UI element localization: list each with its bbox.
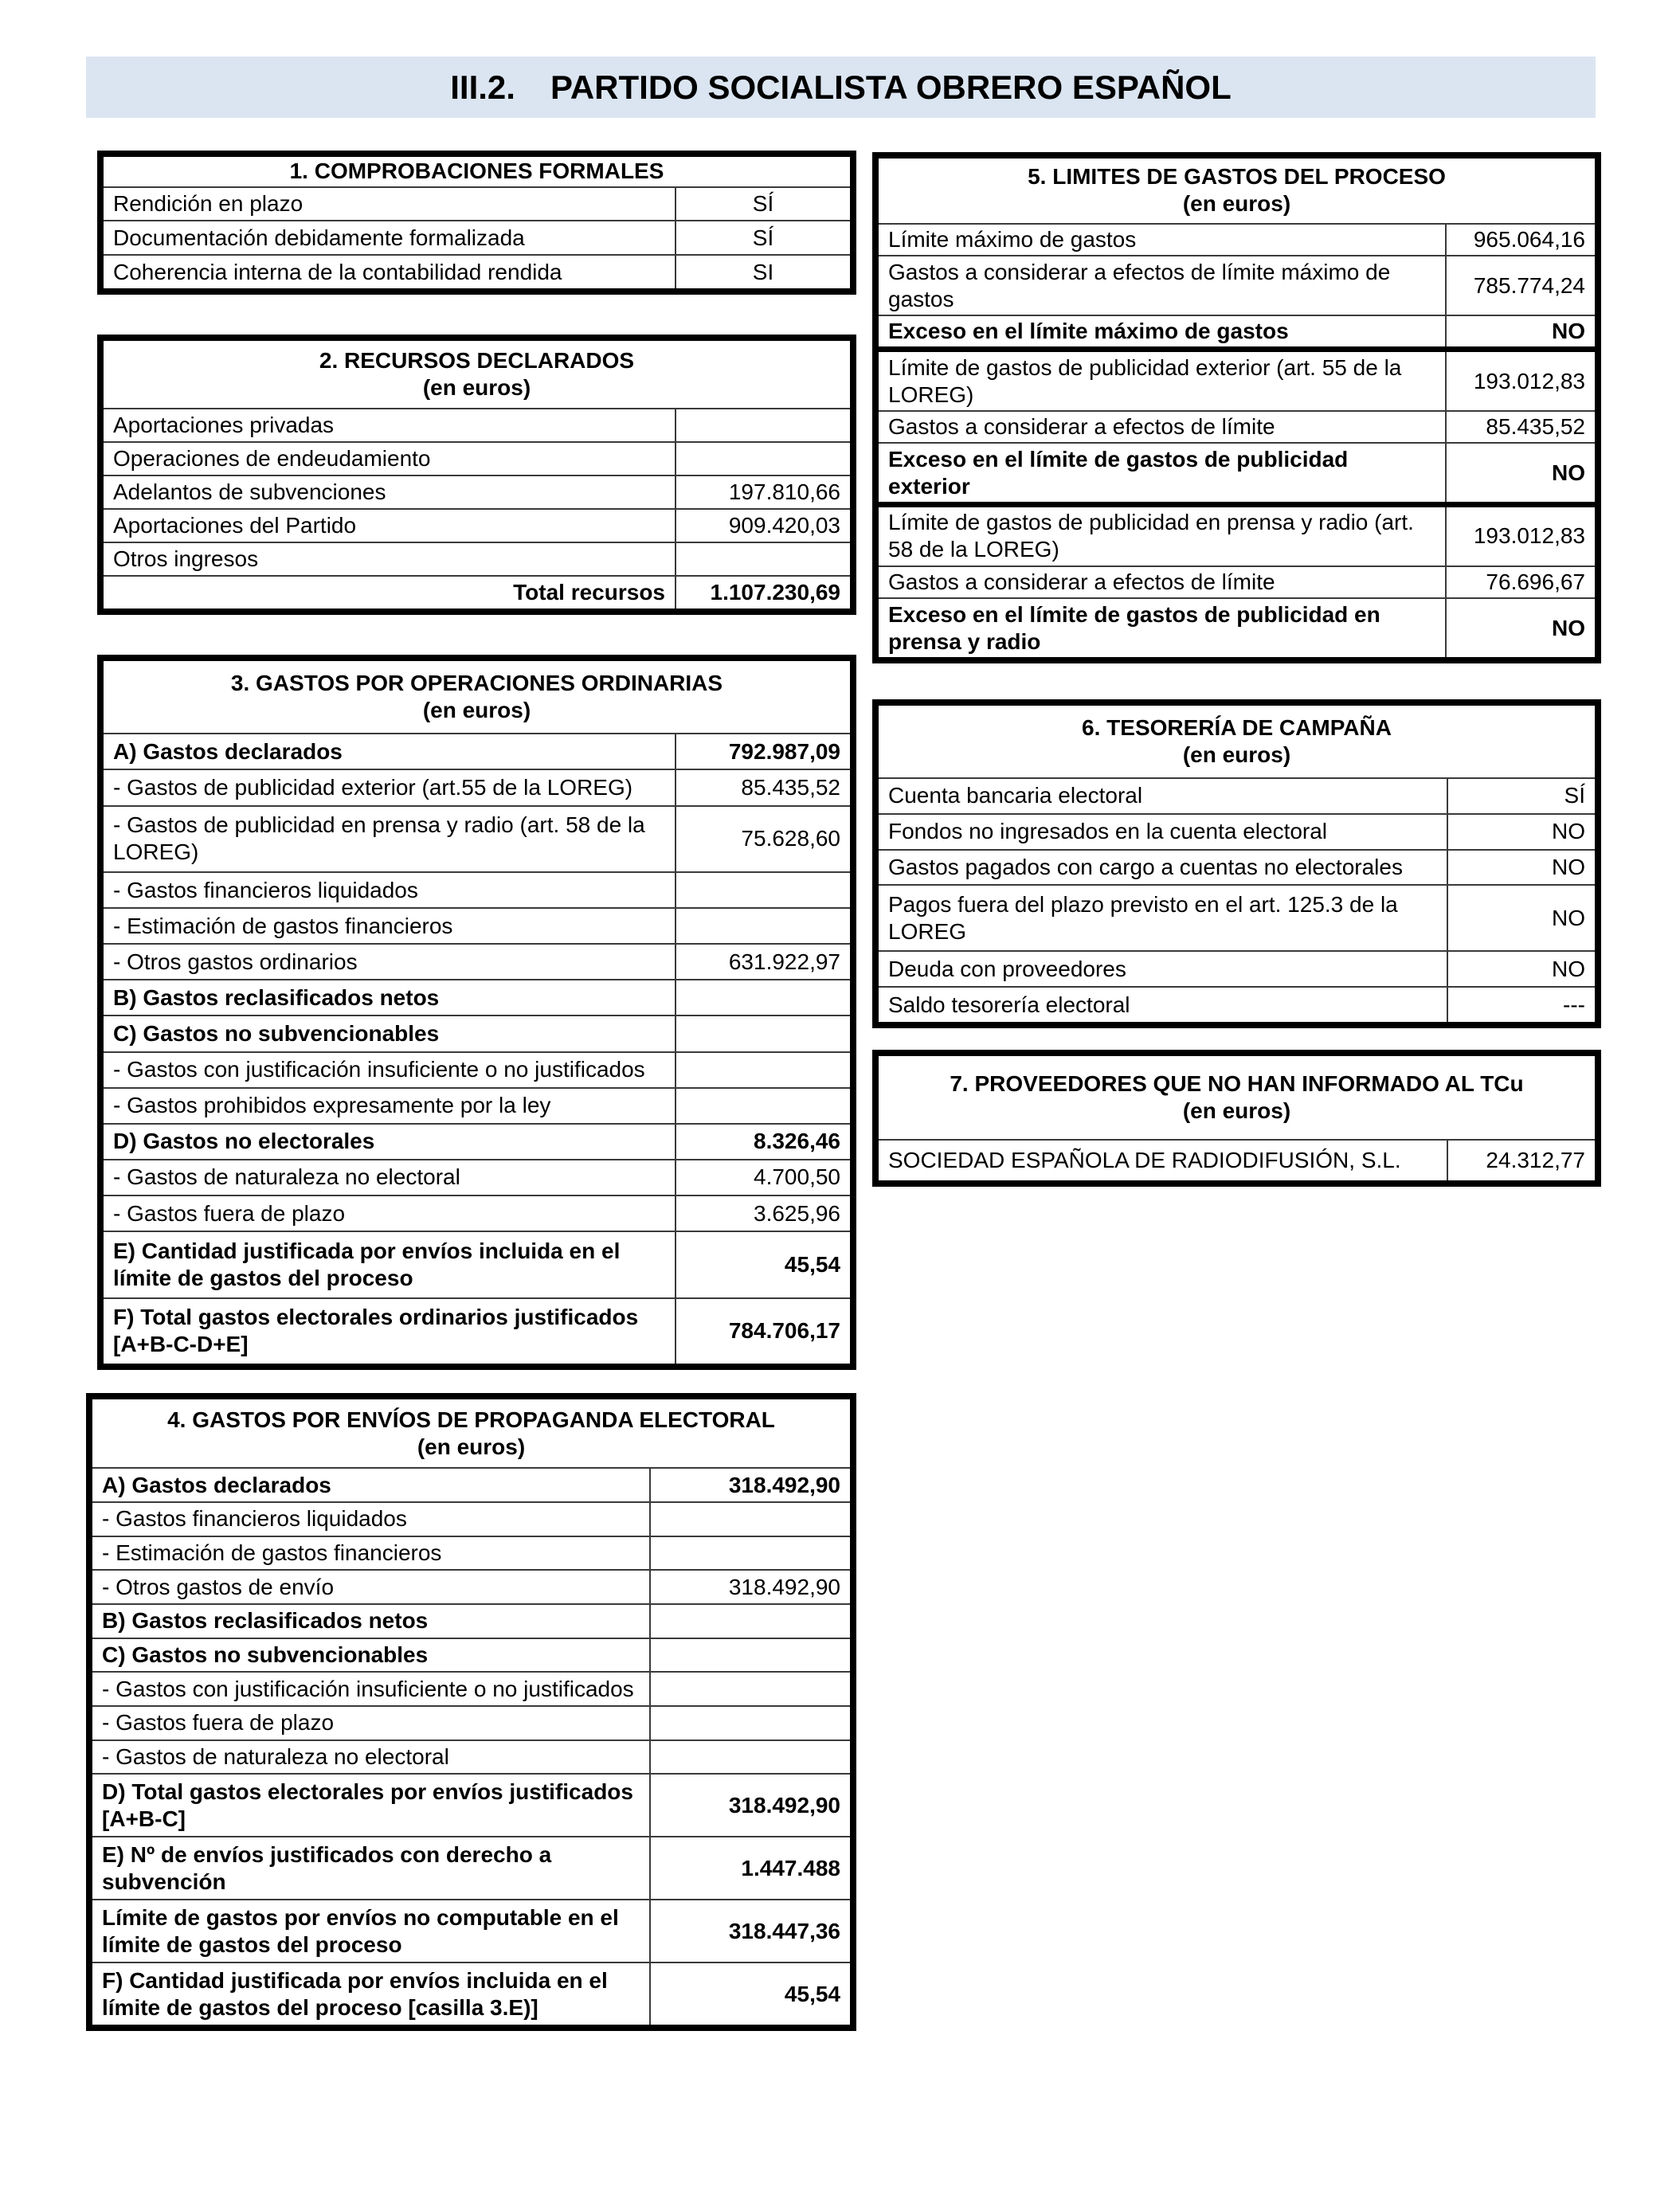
row-label: Exceso en el límite de gastos de publicidad exterior [879,443,1446,504]
row-value [676,1052,850,1088]
row-label: - Gastos con justificación insuficiente o no justificados [104,1052,676,1088]
table-title [104,341,850,409]
row-value: SI [676,255,850,288]
table-row [104,1015,850,1051]
row-label: - Gastos de publicidad exterior (art.55 de la LOREG) [104,769,676,805]
row-value: 792.987,09 [676,734,850,769]
table-row [104,221,850,255]
row-label: Pagos fuera del plazo previsto en el art. 125.3 de la LOREG [879,885,1447,951]
row-label: - Gastos con justificación insuficiente o no justificados [92,1672,650,1706]
table-row [92,1536,850,1571]
table-title-text: 3. GASTOS POR OPERACIONES ORDINARIAS [230,671,723,696]
table-row [104,1124,850,1160]
row-label: Gastos a considerar a efectos de límite [879,566,1446,598]
table-row [104,769,850,805]
row-value: 85.435,52 [1446,411,1595,443]
table-row [104,509,850,542]
row-value [650,1706,850,1740]
table-recursos-declarados [97,335,856,615]
table-row [92,1900,850,1963]
table-subtitle: (en euros) [1182,1098,1291,1124]
table-row [879,224,1595,256]
table-row [879,256,1595,315]
table-title [879,706,1595,778]
row-value [676,908,850,944]
row-value [650,1638,850,1673]
table-row [879,598,1595,657]
row-label: F) Cantidad justificada por envíos incluida en el límite de gastos del proceso [casilla 3.E)] [92,1963,650,2025]
row-label: - Estimación de gastos financieros [104,908,676,944]
row-value: 785.774,24 [1446,256,1595,315]
row-value: 193.012,83 [1446,505,1595,566]
table-row [104,980,850,1015]
table-row [104,442,850,475]
row-label: Fondos no ingresados en la cuenta electoral [879,814,1447,850]
row-label: Adelantos de subvenciones [104,475,676,509]
table-row [92,1963,850,2025]
table-title-text: 7. PROVEEDORES QUE NO HAN INFORMADO AL TCu [950,1071,1524,1097]
row-label: - Estimación de gastos financieros [92,1536,650,1571]
table-row [879,850,1595,886]
row-value: 45,54 [676,1231,850,1297]
row-value: 193.012,83 [1446,350,1595,411]
row-label: Coherencia interna de la contabilidad rendida [104,255,676,288]
row-label: - Otros gastos de envío [92,1570,650,1604]
table-row [104,1052,850,1088]
row-label: - Gastos de publicidad en prensa y radio (art. 58 de la LOREG) [104,806,676,872]
row-value: 318.492,90 [650,1570,850,1604]
table-gastos-operaciones-ordinarias [97,655,856,1370]
row-label: - Gastos fuera de plazo [104,1196,676,1231]
table-proveedores-no-informados [872,1050,1601,1187]
table-row [879,1140,1595,1180]
row-label: Gastos a considerar a efectos de límite [879,411,1446,443]
table-row [879,505,1595,566]
row-value: NO [1446,315,1595,350]
table-row [104,1088,850,1124]
row-label: - Gastos prohibidos expresamente por la ley [104,1088,676,1124]
total-row [104,576,850,609]
row-value: 3.625,96 [676,1196,850,1231]
table-row [92,1604,850,1638]
row-value [676,409,850,442]
total-value: 1.107.230,69 [676,576,850,609]
table-row [879,951,1595,987]
row-label: C) Gastos no subvencionables [104,1015,676,1051]
row-value: NO [1447,850,1595,886]
row-label: - Gastos de naturaleza no electoral [104,1160,676,1196]
row-label: Documentación debidamente formalizada [104,221,676,255]
row-label: D) Gastos no electorales [104,1124,676,1160]
table-subtitle: (en euros) [1182,191,1291,217]
table-row [104,1160,850,1196]
row-value: NO [1447,951,1595,987]
table-title [104,661,850,734]
row-label: - Gastos de naturaleza no electoral [92,1740,650,1775]
row-value [650,1502,850,1536]
table-title-text: 6. TESORERÍA DE CAMPAÑA [1082,714,1392,740]
section-number: III.2. [450,68,515,106]
total-label: Total recursos [104,576,676,609]
row-value: 318.447,36 [650,1900,850,1963]
row-value: SÍ [1447,778,1595,814]
table-limites-gastos-proceso [872,152,1601,663]
table-row [879,778,1595,814]
table-subtitle: (en euros) [422,698,531,723]
table-row [879,350,1595,411]
table-row [104,1196,850,1231]
row-label: Gastos a considerar a efectos de límite máximo de gastos [879,256,1446,315]
table-row [104,806,850,872]
row-value [650,1604,850,1638]
row-label: SOCIEDAD ESPAÑOLA DE RADIODIFUSIÓN, S.L. [879,1140,1447,1180]
table-title [879,1056,1595,1140]
row-label: - Gastos financieros liquidados [104,872,676,908]
row-value: SÍ [676,187,850,221]
row-value: --- [1447,987,1595,1022]
table-row [104,908,850,944]
row-value: 1.447.488 [650,1837,850,1900]
table-row [879,885,1595,951]
table-title-text: 5. LIMITES DE GASTOS DEL PROCESO [1028,164,1446,190]
table-subtitle: (en euros) [1182,742,1291,767]
row-value: 75.628,60 [676,806,850,872]
row-value: 76.696,67 [1446,566,1595,598]
table-gastos-envios-propaganda [86,1393,856,2031]
table-row [92,1638,850,1673]
table-row [92,1502,850,1536]
row-label: E) Nº de envíos justificados con derecho a subvención [92,1837,650,1900]
row-label: Saldo tesorería electoral [879,987,1447,1022]
row-value: NO [1447,885,1595,951]
row-label: Gastos pagados con cargo a cuentas no electorales [879,850,1447,886]
table-subtitle: (en euros) [417,1434,526,1459]
row-label: Aportaciones privadas [104,409,676,442]
table-row [104,1231,850,1297]
table-tesoreria-campana [872,699,1601,1028]
row-value: 909.420,03 [676,509,850,542]
row-label: F) Total gastos electorales ordinarios justificados [A+B-C-D+E] [104,1298,676,1364]
row-label: E) Cantidad justificada por envíos incluida en el límite de gastos del proceso [104,1231,676,1297]
table-row [879,315,1595,350]
row-label: B) Gastos reclasificados netos [104,980,676,1015]
row-label: Cuenta bancaria electoral [879,778,1447,814]
table-row [104,255,850,288]
row-value: NO [1446,598,1595,657]
table-row [879,443,1595,504]
row-value: 965.064,16 [1446,224,1595,256]
table-row [92,1706,850,1740]
table-row [104,542,850,576]
row-value [676,872,850,908]
row-value [650,1672,850,1706]
table-subtitle: (en euros) [422,375,531,401]
row-label: A) Gastos declarados [104,734,676,769]
page-title-banner [86,57,1596,118]
row-value: 784.706,17 [676,1298,850,1364]
row-value: 318.492,90 [650,1774,850,1837]
row-label: D) Total gastos electorales por envíos justificados [A+B-C] [92,1774,650,1837]
row-label: - Gastos fuera de plazo [92,1706,650,1740]
row-value [676,1088,850,1124]
row-value [650,1740,850,1775]
table-comprobaciones-formales [97,151,856,295]
table-row [104,1298,850,1364]
row-label: Otros ingresos [104,542,676,576]
row-value: 24.312,77 [1447,1140,1595,1180]
row-value: NO [1446,443,1595,504]
row-label: - Otros gastos ordinarios [104,944,676,980]
row-value: SÍ [676,221,850,255]
row-label: - Gastos financieros liquidados [92,1502,650,1536]
row-label: Rendición en plazo [104,187,676,221]
row-label: Límite de gastos de publicidad en prensa y radio (art. 58 de la LOREG) [879,505,1446,566]
table-row [92,1774,850,1837]
row-label: A) Gastos declarados [92,1468,650,1502]
table-row [879,411,1595,443]
row-value: NO [1447,814,1595,850]
row-value [676,980,850,1015]
row-label: B) Gastos reclasificados netos [92,1604,650,1638]
row-value [676,1015,850,1051]
page-title: PARTIDO SOCIALISTA OBRERO ESPAÑOL [550,68,1232,106]
table-row [92,1672,850,1706]
row-value: 45,54 [650,1963,850,2025]
row-value [650,1536,850,1571]
row-label: Límite máximo de gastos [879,224,1446,256]
row-value: 85.435,52 [676,769,850,805]
row-label: Límite de gastos por envíos no computable en el límite de gastos del proceso [92,1900,650,1963]
table-title-text: 2. RECURSOS DECLARADOS [319,348,635,374]
table-title-text: 4. GASTOS POR ENVÍOS DE PROPAGANDA ELECTORAL [167,1407,775,1432]
row-label: C) Gastos no subvencionables [92,1638,650,1673]
row-label: Operaciones de endeudamiento [104,442,676,475]
table-row [104,409,850,442]
table-title [879,158,1595,224]
table-row [879,566,1595,598]
row-value [676,442,850,475]
row-label: Aportaciones del Partido [104,509,676,542]
table-row [104,187,850,221]
table-row [92,1468,850,1502]
table-row [92,1740,850,1775]
row-value [676,542,850,576]
row-value: 631.922,97 [676,944,850,980]
row-value: 197.810,66 [676,475,850,509]
row-value: 318.492,90 [650,1468,850,1502]
table-title: 1. COMPROBACIONES FORMALES [289,158,664,184]
table-row [879,814,1595,850]
row-label: Exceso en el límite máximo de gastos [879,315,1446,350]
table-row [104,475,850,509]
table-row [92,1837,850,1900]
table-row [104,872,850,908]
table-title [92,1399,850,1468]
table-row [104,734,850,769]
table-row [879,987,1595,1022]
table-row [104,944,850,980]
row-label: Límite de gastos de publicidad exterior (art. 55 de la LOREG) [879,350,1446,411]
row-label: Deuda con proveedores [879,951,1447,987]
table-row [92,1570,850,1604]
row-value: 4.700,50 [676,1160,850,1196]
row-label: Exceso en el límite de gastos de publicidad en prensa y radio [879,598,1446,657]
row-value: 8.326,46 [676,1124,850,1160]
